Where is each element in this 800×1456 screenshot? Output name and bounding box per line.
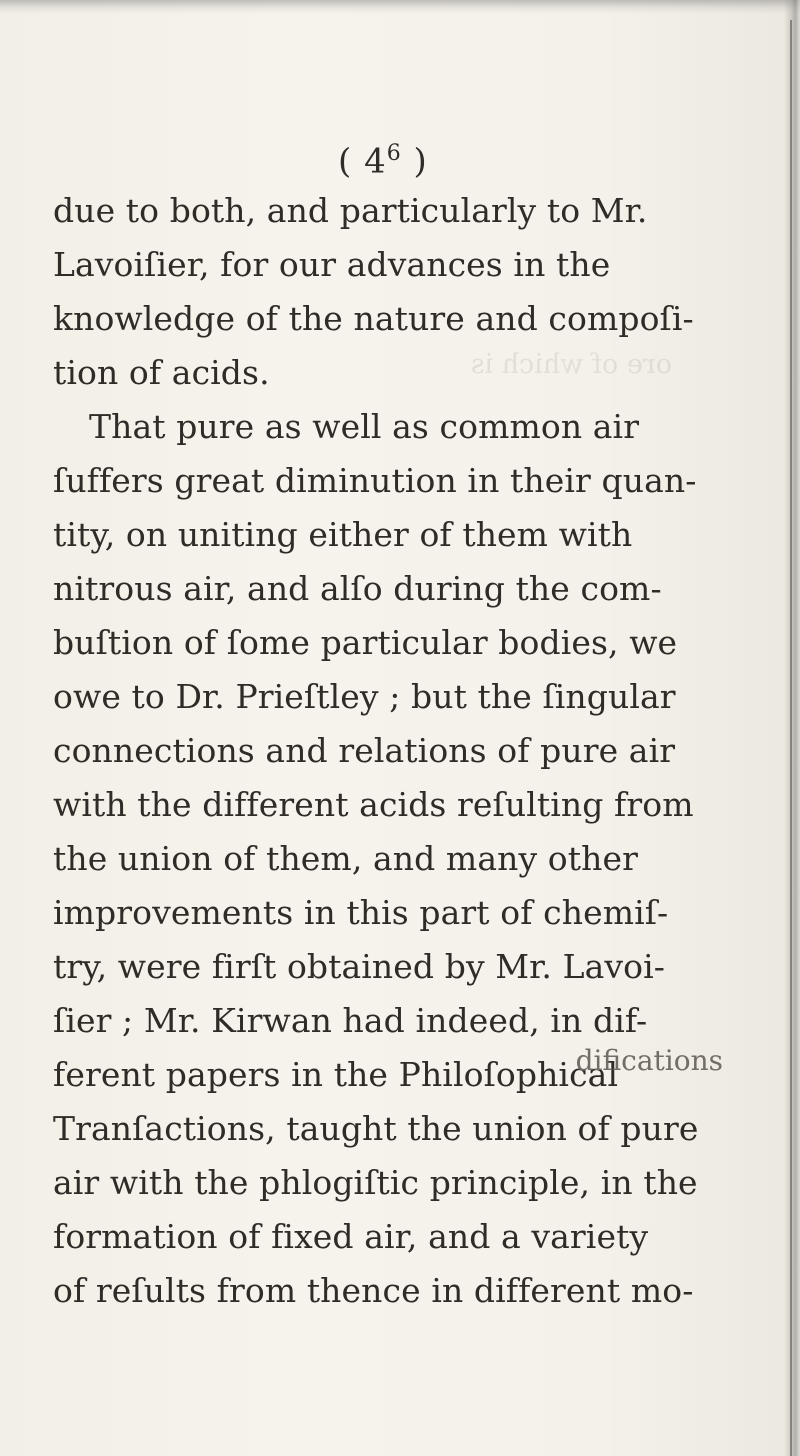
- text-line: nitrous air, and alſo during the com-: [53, 569, 662, 608]
- text-line: due to both, and particularly to Mr.: [53, 191, 648, 230]
- text-line: That pure as well as common air: [89, 407, 640, 446]
- text-line: knowledge of the nature and compoſi-: [53, 299, 694, 338]
- text-line: ſuffers great diminution in their quan-: [53, 461, 697, 500]
- top-edge-shadow: [0, 0, 800, 14]
- catchword: difications: [575, 1044, 723, 1077]
- text-line: the union of them, and many other: [53, 839, 638, 878]
- page-number: ( $4^6$ ): [338, 141, 428, 182]
- page-right-edge: [784, 0, 800, 1456]
- text-line: Tranſactions, taught the union of pure: [53, 1109, 699, 1148]
- text-line: ferent papers in the Philoſophical: [53, 1055, 619, 1094]
- text-line: tity, on uniting either of them with: [53, 515, 633, 554]
- text-line: formation of fixed air, and a variety: [53, 1217, 649, 1256]
- text-line: of reſults from thence in different mo-: [53, 1271, 694, 1310]
- text-line: ſier ; Mr. Kirwan had indeed, in dif-: [53, 1001, 648, 1040]
- ink-bleed-through: ore of which is: [470, 349, 672, 380]
- text-line: Lavoiſier, for our advances in the: [53, 245, 611, 284]
- text-line: connections and relations of pure air: [53, 731, 676, 770]
- body-text: [53, 184, 773, 1318]
- binding-line: [790, 20, 792, 1456]
- text-line: owe to Dr. Prieſtley ; but the ſingular: [53, 677, 676, 716]
- text-line: buſtion of ſome particular bodies, we: [53, 623, 678, 662]
- text-line: try, were firſt obtained by Mr. Lavoi-: [53, 947, 666, 986]
- text-line: improvements in this part of chemiſ-: [53, 893, 669, 932]
- text-line: air with the phlogiſtic principle, in the: [53, 1163, 698, 1202]
- text-line: with the different acids reſulting from: [53, 785, 694, 824]
- text-line: tion of acids.: [53, 353, 270, 392]
